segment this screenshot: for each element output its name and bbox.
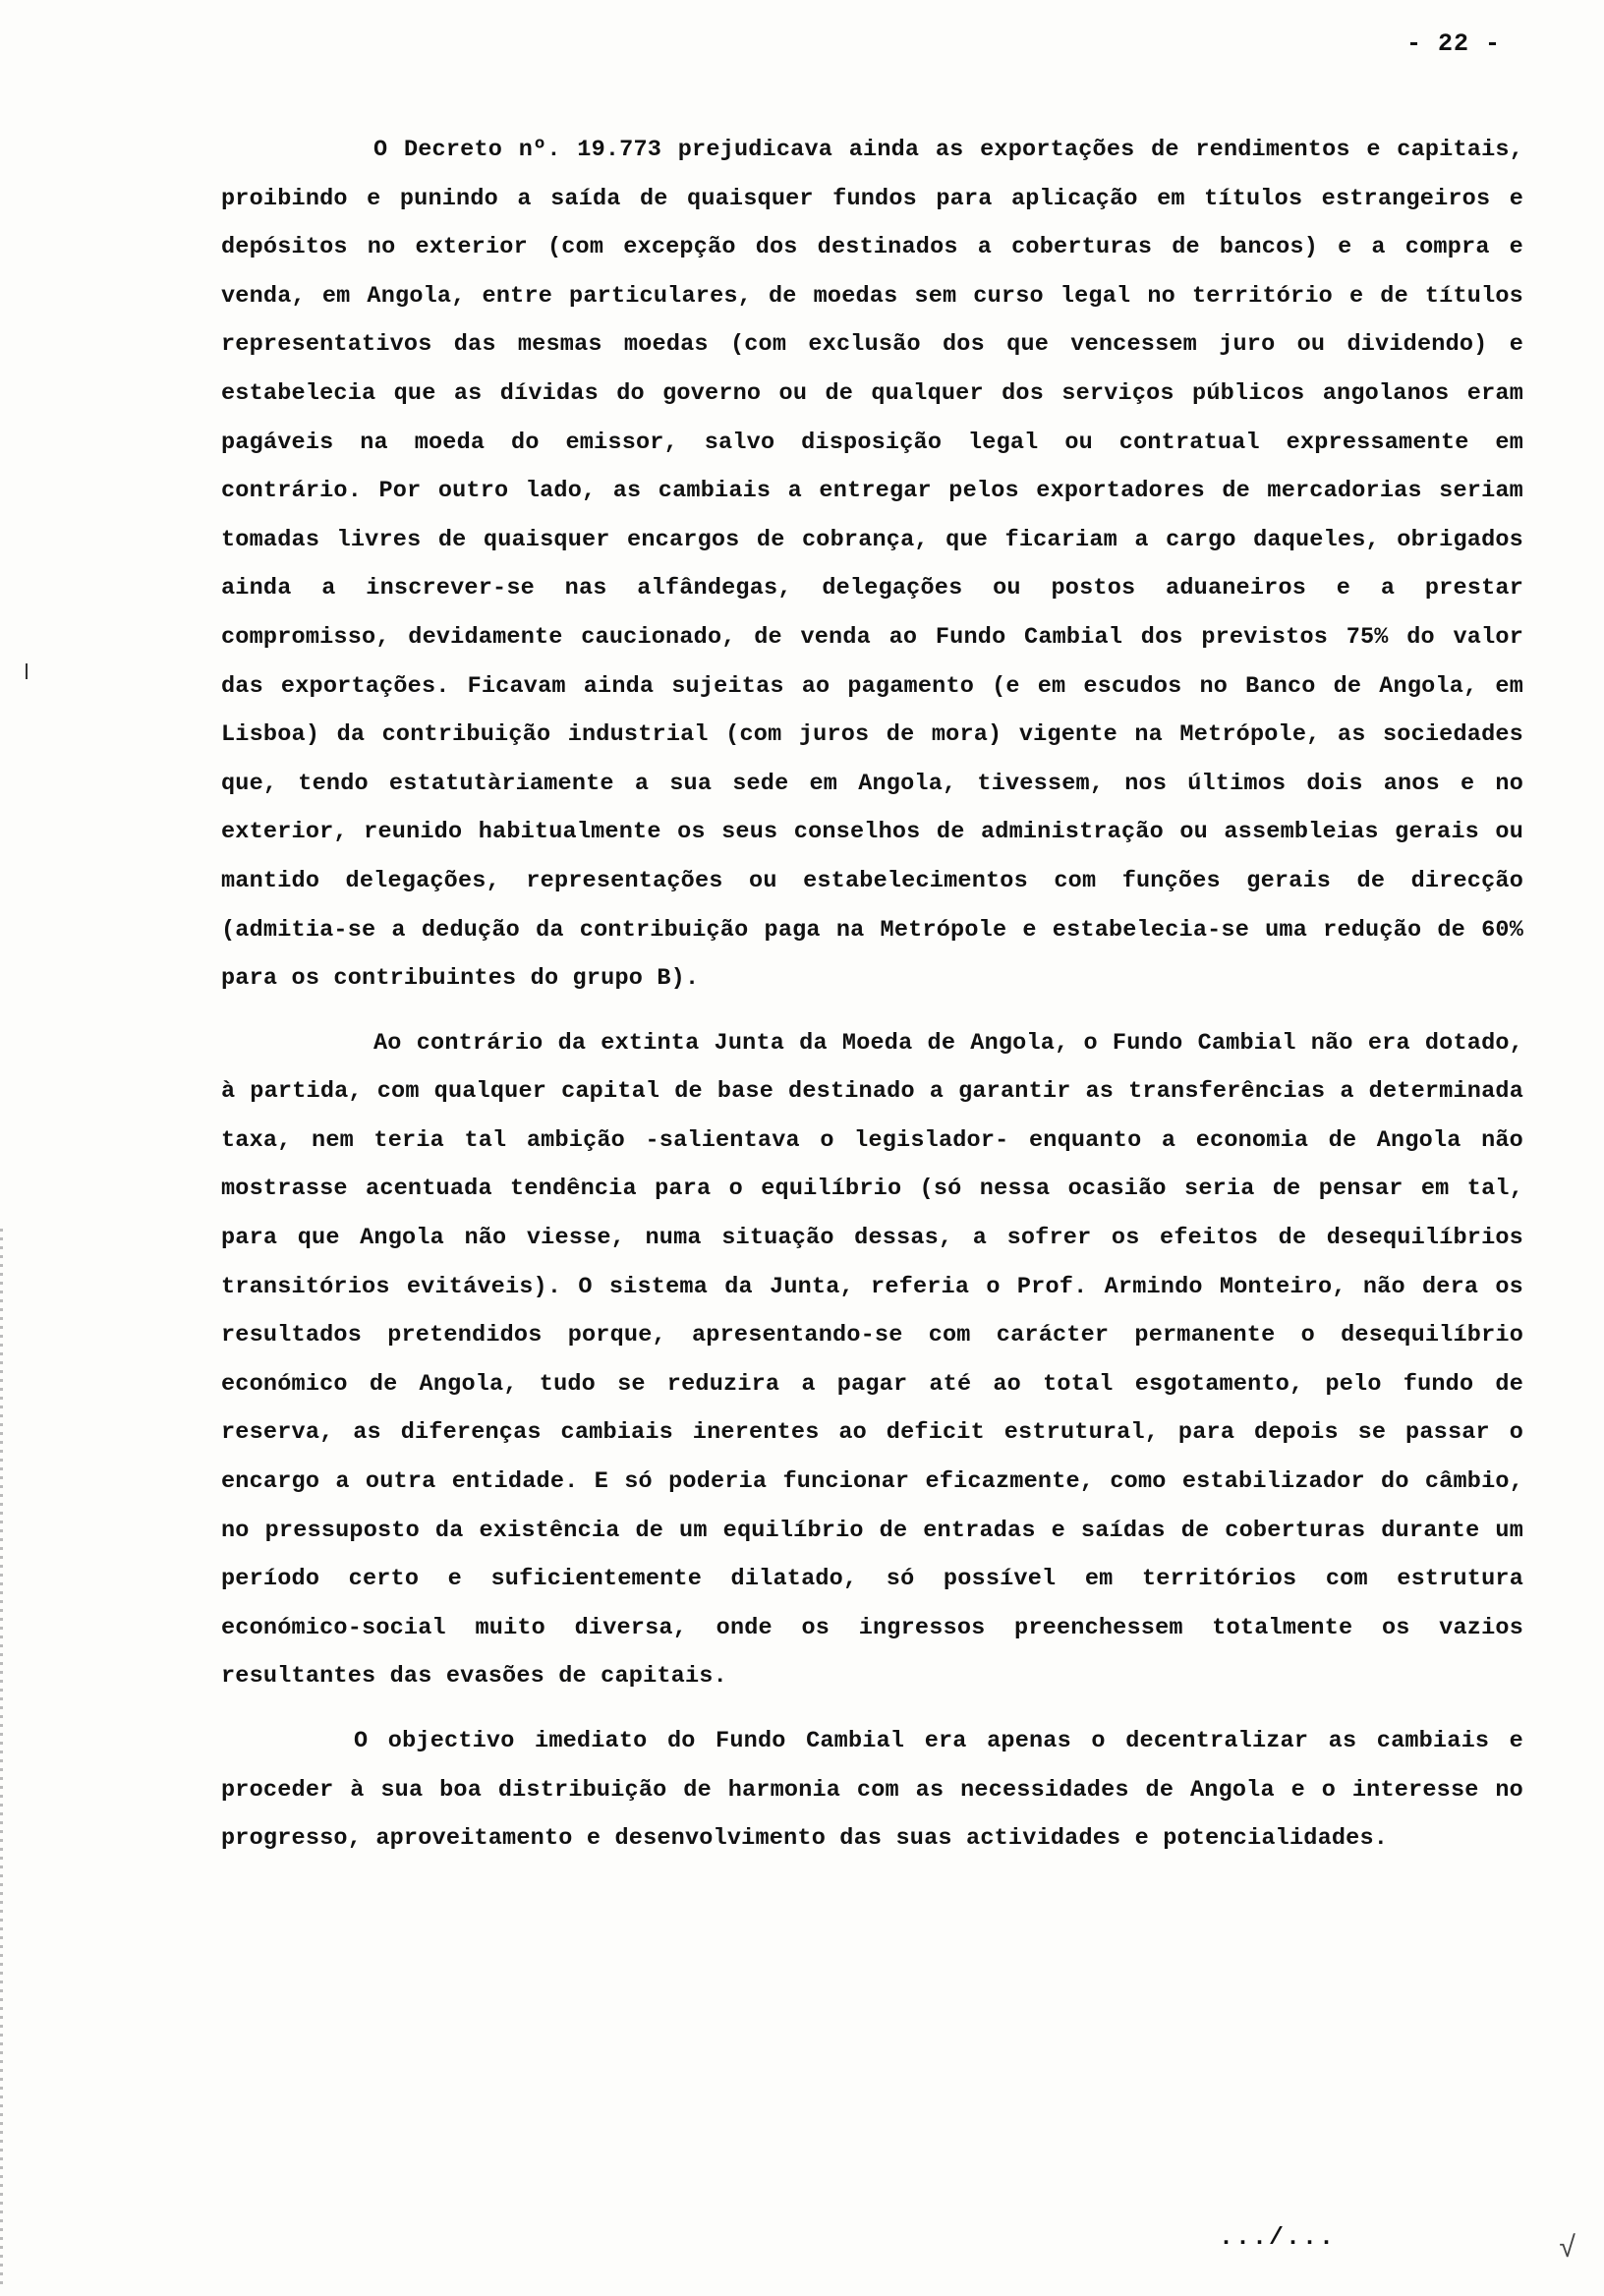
paragraph-fundo-cambial: Ao contrário da extinta Junta da Moeda de Angola, o Fundo Cambial não era dotado, à partida, com qualquer capital de base destinado a garantir as transferências a determinada taxa, nem teria tal ambição -salientava o legislador- enquanto a economia de Angola não mostrasse acentuada tendência para o equilíbrio (só nessa ocasião seria de pensar em tal, para que Angola não viesse, numa situação dessas, a sofrer os efeitos de desequilíbrios transitórios evitáveis). O sistema da Junta, referia o Prof. Armindo Monteiro, não dera os resultados pretendidos porque, apresentando-se com carácter permanente o desequilíbrio económico de Angola, tudo se reduzira a pagar até ao total esgotamento, pelo fundo de reserva, as diferenças cambiais inerentes ao deficit estrutural, para depois se passar o encargo a outra entidade. E só poderia funcionar eficazmente, como estabilizador do câmbio, no pressuposto da existência de um equilíbrio de entradas e saídas de coberturas durante um período certo e suficientemente dilatado, só possível em territórios com estrutura económico-social muito diversa, onde os ingressos preenchessem totalmente os vazios resultantes das evasões de capitais. <box>221 1029 1523 1691</box>
page-number: - 22 - <box>1405 29 1501 58</box>
paragraph-objective: O objectivo imediato do Fundo Cambial era apenas o decentralizar as cambiais e proceder à sua boa distribuição de harmonia com as necessidades de Angola e o interesse no progresso, aproveitamento e desenvolvimento das suas actividades e potencialidades. <box>221 1728 1523 1853</box>
paragraph-decree: O Decreto nº. 19.773 prejudicava ainda as exportações de rendimentos e capitais, proibindo e punindo a saída de quaisquer fundos para aplicação em títulos estrangeiros e depósitos no exterior (com excepção dos destinados a coberturas de bancos) e a compra e venda, em Angola, entre particulares, de moedas sem curso legal no território e de títulos representativos das mesmas moedas (com exclusão dos que vencessem juro ou dividendo) e estabelecia que as dívidas do governo ou de qualquer dos serviços públicos angolanos eram pagáveis na moeda do emissor, salvo disposição legal ou contratual expressamente em contrário. Por outro lado, as cambiais a entregar pelos exportadores de mercadorias seriam tomadas livres de quaisquer encargos de cobrança, que ficariam a cargo daqueles, obrigados ainda a inscrever-se nas alfândegas, delegações ou postos aduaneiros e a prestar compromisso, devidamente caucionado, de venda ao Fundo Cambial dos previstos 75% do valor das exportações. Ficavam ainda sujeitas ao pagamento (e em escudos no Banco de Angola, em Lisboa) da contribuição industrial (com juros de mora) vigente na Metrópole, as sociedades que, tendo estatutàriamente a sua sede em Angola, tivessem, nos últimos dois anos e no exterior, reunido habitualmente os seus conselhos de administração ou assembleias gerais ou mantido delegações, representações ou estabelecimentos com funções gerais de direcção (admitia-se a dedução da contribuição paga na Metrópole e estabelecia-se uma redução de 60% para os contribuintes do grupo B). <box>221 137 1523 993</box>
continuation-marker: .../... <box>1219 2223 1337 2252</box>
margin-mark <box>26 663 28 679</box>
scan-edge-artifact <box>0 1229 3 2290</box>
document-body <box>221 126 1523 1864</box>
handwritten-check-mark: √ <box>1559 2233 1577 2267</box>
